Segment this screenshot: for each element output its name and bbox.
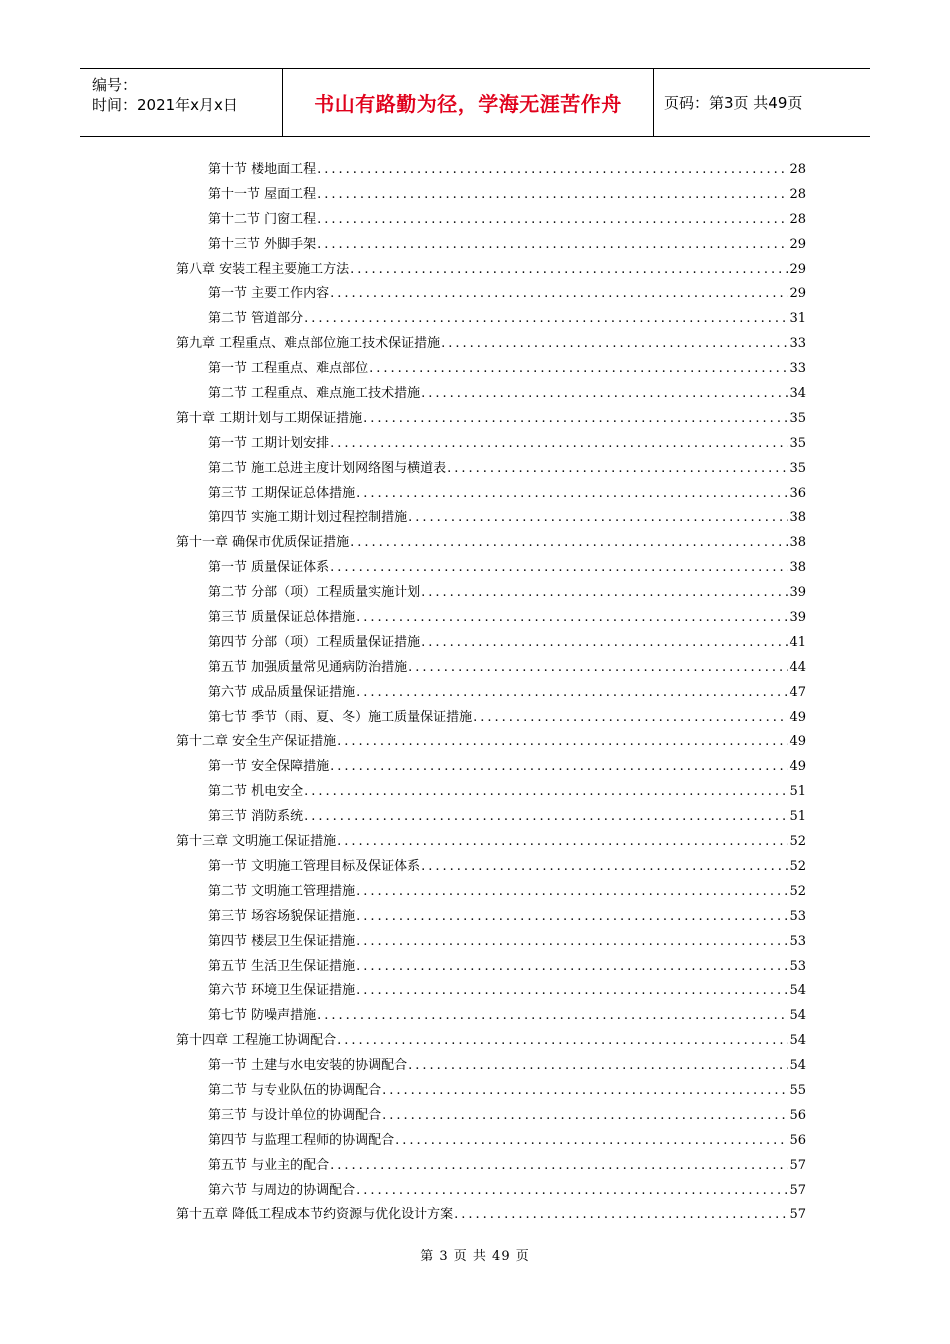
toc-entry-label: 第十一章 确保市优质保证措施: [176, 535, 350, 551]
toc-entry-page-number: 53: [789, 958, 806, 974]
toc-dot-leader: [317, 1008, 788, 1023]
toc-dot-leader: [356, 983, 788, 998]
toc-entry-label: 第三节 与设计单位的协调配合: [208, 1107, 382, 1123]
toc-dot-leader: [421, 859, 788, 874]
toc-entry-label: 第二节 施工总进主度计划网络图与横道表: [208, 460, 447, 476]
toc-dot-leader: [421, 585, 788, 600]
toc-entry-label: 第一节 工期计划安排: [208, 435, 330, 451]
toc-dot-leader: [454, 1207, 788, 1222]
toc-dot-leader: [330, 759, 788, 774]
toc-entry-page-number: 38: [789, 535, 806, 551]
toc-section-entry[interactable]: [176, 1004, 806, 1029]
toc-section-entry[interactable]: [176, 780, 806, 805]
header-motto: 书山有路勤为径，学海无涯苦作舟: [282, 69, 654, 136]
toc-section-entry[interactable]: [176, 880, 806, 905]
toc-dot-leader: [356, 959, 788, 974]
toc-entry-label: 第十五章 降低工程成本节约资源与优化设计方案: [176, 1207, 454, 1223]
document-number-label: 编号：: [92, 76, 138, 94]
toc-dot-leader: [447, 461, 788, 476]
toc-entry-page-number: 57: [789, 1207, 806, 1223]
table-of-contents: [176, 158, 806, 1228]
toc-entry-page-number: 39: [789, 610, 806, 626]
toc-entry-page-number: 29: [789, 286, 806, 302]
toc-entry-page-number: 54: [789, 1008, 806, 1024]
toc-entry-label: 第五节 生活卫生保证措施: [208, 958, 356, 974]
document-time-label: 时间：2021年x月x日: [92, 96, 238, 114]
toc-chapter-entry[interactable]: [176, 830, 806, 855]
toc-dot-leader: [363, 411, 788, 426]
header-meta: [80, 69, 282, 136]
toc-entry-label: 第二节 管道部分: [208, 311, 304, 327]
toc-entry-page-number: 33: [789, 361, 806, 377]
toc-entry-page-number: 31: [789, 311, 806, 327]
toc-dot-leader: [441, 336, 788, 351]
toc-section-entry[interactable]: [176, 1154, 806, 1179]
toc-section-entry[interactable]: [176, 755, 806, 780]
toc-entry-page-number: 49: [789, 709, 806, 725]
toc-dot-leader: [369, 361, 788, 376]
toc-dot-leader: [330, 286, 788, 301]
toc-entry-page-number: 51: [789, 809, 806, 825]
toc-entry-label: 第十三章 文明施工保证措施: [176, 834, 337, 850]
toc-section-entry[interactable]: [176, 556, 806, 581]
toc-section-entry[interactable]: [176, 930, 806, 955]
toc-dot-leader: [317, 162, 788, 177]
toc-section-entry[interactable]: [176, 307, 806, 332]
toc-entry-label: 第六节 环境卫生保证措施: [208, 983, 356, 999]
page-footer: 第 3 页 共 49 页: [420, 1249, 530, 1264]
toc-entry-label: 第三节 消防系统: [208, 809, 304, 825]
toc-section-entry[interactable]: [176, 506, 806, 531]
toc-entry-page-number: 53: [789, 908, 806, 924]
toc-dot-leader: [330, 436, 788, 451]
toc-chapter-entry[interactable]: [176, 1029, 806, 1054]
header-page-info: 页码：第3页 共49页: [664, 94, 803, 112]
toc-chapter-entry[interactable]: [176, 332, 806, 357]
toc-section-entry[interactable]: [176, 432, 806, 457]
toc-entry-label: 第五节 与业主的配合: [208, 1157, 330, 1173]
toc-section-entry[interactable]: [176, 1104, 806, 1129]
toc-section-entry[interactable]: [176, 631, 806, 656]
toc-section-entry[interactable]: [176, 905, 806, 930]
toc-entry-label: 第六节 与周边的协调配合: [208, 1182, 356, 1198]
toc-entry-page-number: 34: [789, 386, 806, 402]
toc-section-entry[interactable]: [176, 805, 806, 830]
toc-entry-label: 第十一节 屋面工程: [208, 186, 317, 202]
toc-entry-page-number: 56: [789, 1132, 806, 1148]
toc-entry-label: 第二节 与专业队伍的协调配合: [208, 1082, 382, 1098]
toc-entry-page-number: 49: [789, 734, 806, 750]
toc-entry-page-number: 52: [789, 834, 806, 850]
toc-dot-leader: [382, 1083, 788, 1098]
toc-entry-page-number: 38: [789, 560, 806, 576]
toc-entry-label: 第四节 分部（项）工程质量保证措施: [208, 634, 421, 650]
toc-entry-label: 第十章 工期计划与工期保证措施: [176, 410, 363, 426]
toc-entry-page-number: 54: [789, 1033, 806, 1049]
toc-entry-label: 第三节 质量保证总体措施: [208, 610, 356, 626]
toc-section-entry[interactable]: [176, 482, 806, 507]
toc-entry-label: 第三节 场容场貌保证措施: [208, 908, 356, 924]
toc-section-entry[interactable]: [176, 706, 806, 731]
toc-section-entry[interactable]: [176, 183, 806, 208]
toc-dot-leader: [382, 1108, 788, 1123]
toc-dot-leader: [350, 535, 788, 550]
toc-entry-label: 第一节 工程重点、难点部位: [208, 361, 369, 377]
toc-chapter-entry[interactable]: [176, 258, 806, 283]
toc-section-entry[interactable]: [176, 1179, 806, 1204]
toc-entry-label: 第六节 成品质量保证措施: [208, 684, 356, 700]
toc-entry-page-number: 52: [789, 883, 806, 899]
toc-entry-page-number: 33: [789, 336, 806, 352]
toc-entry-page-number: 55: [789, 1082, 806, 1098]
toc-entry-label: 第一节 质量保证体系: [208, 560, 330, 576]
toc-entry-page-number: 28: [789, 211, 806, 227]
toc-entry-page-number: 54: [789, 1058, 806, 1074]
toc-entry-label: 第七节 季节（雨、夏、冬）施工质量保证措施: [208, 709, 473, 725]
toc-section-entry[interactable]: [176, 233, 806, 258]
toc-entry-page-number: 41: [789, 634, 806, 650]
toc-dot-leader: [408, 510, 788, 525]
toc-entry-page-number: 35: [789, 435, 806, 451]
toc-entry-page-number: 29: [789, 236, 806, 252]
toc-dot-leader: [395, 1133, 788, 1148]
toc-entry-label: 第一节 主要工作内容: [208, 286, 330, 302]
toc-section-entry[interactable]: [176, 1079, 806, 1104]
toc-dot-leader: [317, 237, 788, 252]
toc-dot-leader: [356, 909, 788, 924]
toc-entry-page-number: 51: [789, 784, 806, 800]
toc-entry-label: 第四节 实施工期计划过程控制措施: [208, 510, 408, 526]
toc-dot-leader: [337, 1033, 788, 1048]
toc-dot-leader: [337, 734, 788, 749]
toc-dot-leader: [356, 1183, 788, 1198]
toc-entry-page-number: 28: [789, 162, 806, 177]
toc-chapter-entry[interactable]: [176, 730, 806, 755]
toc-entry-label: 第十二节 门窗工程: [208, 211, 317, 227]
toc-section-entry[interactable]: [176, 581, 806, 606]
toc-dot-leader: [473, 710, 788, 725]
toc-dot-leader: [356, 884, 788, 899]
toc-entry-page-number: 35: [789, 410, 806, 426]
toc-entry-label: 第八章 安装工程主要施工方法: [176, 261, 350, 277]
toc-entry-label: 第九章 工程重点、难点部位施工技术保证措施: [176, 336, 441, 352]
toc-entry-label: 第三节 工期保证总体措施: [208, 485, 356, 501]
toc-entry-label: 第十二章 安全生产保证措施: [176, 734, 337, 750]
toc-entry-page-number: 29: [789, 261, 806, 277]
toc-entry-label: 第十三节 外脚手架: [208, 236, 317, 252]
toc-dot-leader: [421, 635, 788, 650]
toc-dot-leader: [356, 934, 788, 949]
toc-entry-label: 第十四章 工程施工协调配合: [176, 1033, 337, 1049]
toc-dot-leader: [304, 311, 788, 326]
toc-entry-page-number: 52: [789, 858, 806, 874]
toc-entry-page-number: 57: [789, 1182, 806, 1198]
toc-dot-leader: [356, 610, 788, 625]
toc-dot-leader: [356, 486, 788, 501]
toc-entry-label: 第一节 文明施工管理目标及保证体系: [208, 858, 421, 874]
toc-dot-leader: [356, 685, 788, 700]
toc-chapter-entry[interactable]: [176, 531, 806, 556]
toc-entry-label: 第七节 防噪声措施: [208, 1008, 317, 1024]
toc-entry-page-number: 47: [789, 684, 806, 700]
toc-section-entry[interactable]: [176, 955, 806, 980]
toc-dot-leader: [330, 560, 788, 575]
toc-entry-page-number: 57: [789, 1157, 806, 1173]
toc-entry-label: 第一节 土建与水电安装的协调配合: [208, 1058, 408, 1074]
toc-entry-label: 第十节 楼地面工程: [208, 162, 317, 177]
toc-chapter-entry[interactable]: [176, 407, 806, 432]
toc-entry-page-number: 39: [789, 585, 806, 601]
toc-section-entry[interactable]: [176, 979, 806, 1004]
toc-section-entry[interactable]: [176, 1054, 806, 1079]
toc-section-entry[interactable]: [176, 457, 806, 482]
toc-dot-leader: [350, 262, 788, 277]
toc-entry-page-number: 36: [789, 485, 806, 501]
toc-dot-leader: [421, 386, 788, 401]
toc-dot-leader: [330, 1158, 788, 1173]
toc-section-entry[interactable]: [176, 357, 806, 382]
toc-dot-leader: [317, 187, 788, 202]
toc-entry-page-number: 54: [789, 983, 806, 999]
toc-section-entry[interactable]: [176, 681, 806, 706]
toc-dot-leader: [304, 784, 788, 799]
toc-entry-label: 第二节 工程重点、难点施工技术措施: [208, 386, 421, 402]
toc-section-entry[interactable]: [176, 606, 806, 631]
toc-entry-page-number: 38: [789, 510, 806, 526]
toc-entry-page-number: 56: [789, 1107, 806, 1123]
toc-section-entry[interactable]: [176, 282, 806, 307]
page-header: [80, 68, 870, 137]
toc-section-entry[interactable]: [176, 1129, 806, 1154]
toc-entry-label: 第四节 楼层卫生保证措施: [208, 933, 356, 949]
toc-entry-page-number: 49: [789, 759, 806, 775]
toc-entry-page-number: 35: [789, 460, 806, 476]
toc-entry-label: 第四节 与监理工程师的协调配合: [208, 1132, 395, 1148]
toc-section-entry[interactable]: [176, 208, 806, 233]
toc-dot-leader: [317, 212, 788, 227]
toc-section-entry[interactable]: [176, 382, 806, 407]
toc-dot-leader: [408, 660, 788, 675]
toc-section-entry[interactable]: [176, 656, 806, 681]
toc-entry-page-number: 44: [789, 659, 806, 675]
toc-entry-label: 第一节 安全保障措施: [208, 759, 330, 775]
toc-dot-leader: [408, 1058, 788, 1073]
toc-entry-label: 第二节 机电安全: [208, 784, 304, 800]
toc-dot-leader: [304, 809, 788, 824]
toc-entry-page-number: 28: [789, 186, 806, 202]
toc-chapter-entry[interactable]: [176, 1203, 806, 1228]
toc-section-entry[interactable]: [176, 855, 806, 880]
toc-entry-page-number: 53: [789, 933, 806, 949]
toc-dot-leader: [337, 834, 788, 849]
toc-entry-label: 第二节 文明施工管理措施: [208, 883, 356, 899]
toc-entry-label: 第二节 分部（项）工程质量实施计划: [208, 585, 421, 601]
toc-entry-label: 第五节 加强质量常见通病防治措施: [208, 659, 408, 675]
toc-section-entry[interactable]: [176, 158, 806, 183]
